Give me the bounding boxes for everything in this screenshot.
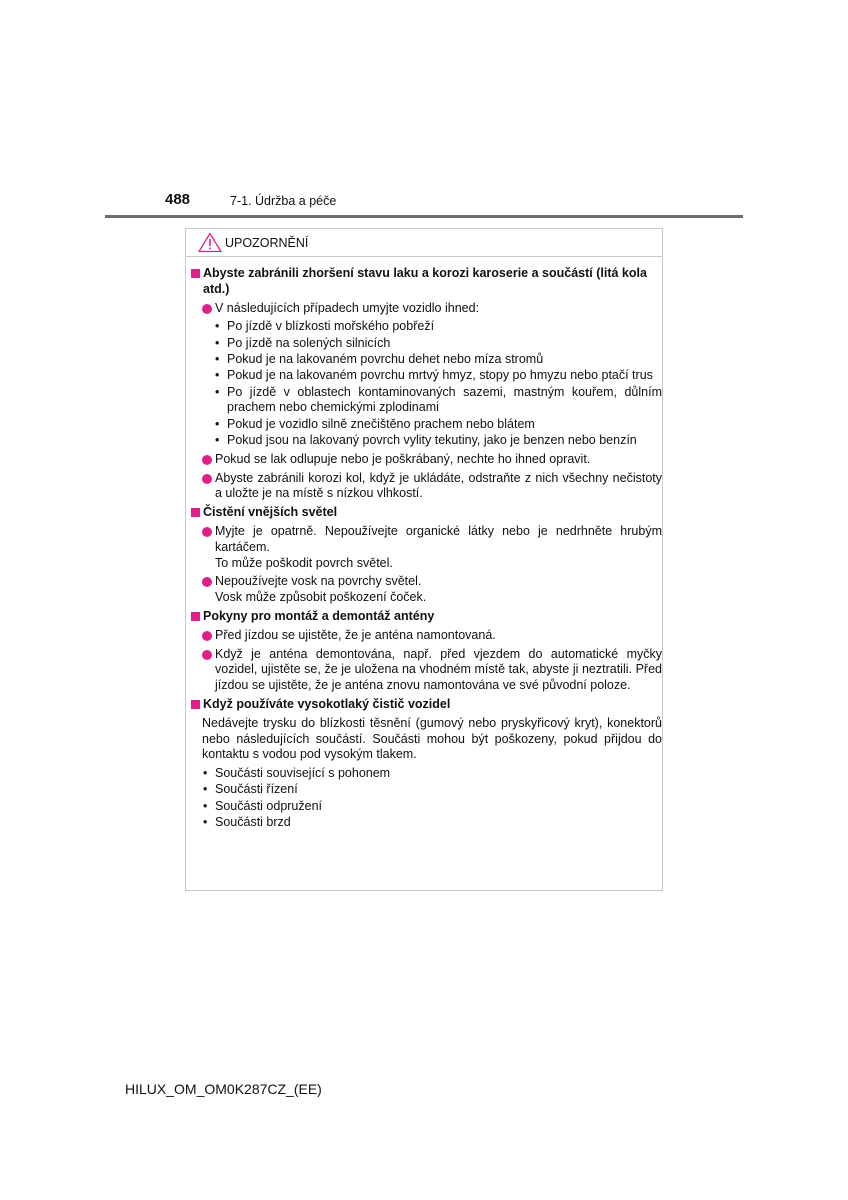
- section-heading: Pokyny pro montáž a demontáž antény: [190, 609, 662, 625]
- list-item-text: Když je anténa demontována, např. před vjezdem do automatické myčky vozidel, ujistěte se, že je uložena na vhodném místě tak, abyste ji neztratili. Před jízdou se ujistěte, že je anténa znovu namontována ve své původní poloze.: [215, 646, 662, 693]
- list-item-text: Pokud se lak odlupuje nebo je poškrábaný, nechte ho ihned opravit.: [215, 451, 591, 466]
- warning-content: [190, 266, 662, 834]
- warning-box: [185, 228, 663, 891]
- footer-code: HILUX_OM_OM0K287CZ_(EE): [125, 1081, 322, 1097]
- bullet-item: • Součásti řízení: [202, 782, 662, 798]
- bullet-item: • Po jízdě v oblastech kontaminovaných sazemi, mastným kouřem, důlním prachem nebo chemickými zplodinami: [214, 385, 662, 417]
- list-item-text: Před jízdou se ujistěte, že je anténa namontovaná.: [215, 627, 496, 642]
- list-item: [190, 574, 662, 606]
- section-heading: Čistění vnějších světel: [190, 505, 662, 521]
- warning-triangle-icon: [198, 232, 222, 253]
- list-item: [190, 628, 662, 644]
- warning-header: [186, 229, 662, 257]
- bullet-item: • Pokud je na lakovaném povrchu mrtvý hmyz, stopy po hmyzu nebo ptačí trus: [214, 368, 662, 384]
- bullet-item: • Součásti související s pohonem: [202, 766, 662, 782]
- list-item-text: Abyste zabránili korozi kol, když je ukládáte, odstraňte z nich všechny nečistoty a uložte je na místě s nízkou vlhkostí.: [215, 470, 662, 501]
- bullet-item: • Pokud jsou na lakovaný povrch vylity tekutiny, jako je benzen nebo benzín: [214, 433, 662, 449]
- list-item-text: V následujících případech umyjte vozidlo ihned:: [215, 300, 480, 315]
- warning-label: UPOZORNĚNÍ: [225, 235, 309, 250]
- bullet-list: [190, 319, 662, 448]
- list-item-text: Nepoužívejte vosk na povrchy světel.: [215, 574, 422, 589]
- list-item: [190, 524, 662, 571]
- list-item-text: Myjte je opatrně. Nepoužívejte organické látky nebo je nedrhněte hrubým kartáčem.: [215, 523, 662, 554]
- section-heading: Abyste zabránili zhoršení stavu laku a korozi karoserie a součástí (litá kola atd.): [190, 266, 662, 298]
- list-item: [190, 647, 662, 694]
- list-item-note: To může poškodit povrch světel.: [215, 555, 393, 570]
- list-item: [190, 471, 662, 503]
- bullet-list: [190, 766, 662, 831]
- bullet-item: • Po jízdě na solených silnicích: [214, 336, 662, 352]
- section-heading: Když používáte vysokotlaký čistič vozidel: [190, 697, 662, 713]
- bullet-item: • Po jízdě v blízkosti mořského pobřeží: [214, 319, 662, 335]
- list-item: [190, 452, 662, 468]
- paragraph: Nedávejte trysku do blízkosti těsnění (gumový nebo pryskyřicový kryt), konektorů nebo následujících součástí. Součásti mohou být poškozeny, pokud přijdou do kontaktu s vodou pod vysokým tlakem.: [202, 715, 662, 762]
- list-item-note: Vosk může způsobit poškození čoček.: [215, 590, 427, 605]
- bullet-item: • Součásti brzd: [202, 815, 662, 831]
- page-number: 488: [165, 191, 191, 208]
- list-item: [190, 301, 662, 317]
- bullet-item: • Pokud je na lakovaném povrchu dehet nebo míza stromů: [214, 352, 662, 368]
- section-title: 7-1. Údržba a péče: [230, 194, 337, 208]
- bullet-item: • Součásti odpružení: [202, 799, 662, 815]
- header-rule: [105, 215, 743, 218]
- bullet-item: • Pokud je vozidlo silně znečištěno prachem nebo blátem: [214, 417, 662, 433]
